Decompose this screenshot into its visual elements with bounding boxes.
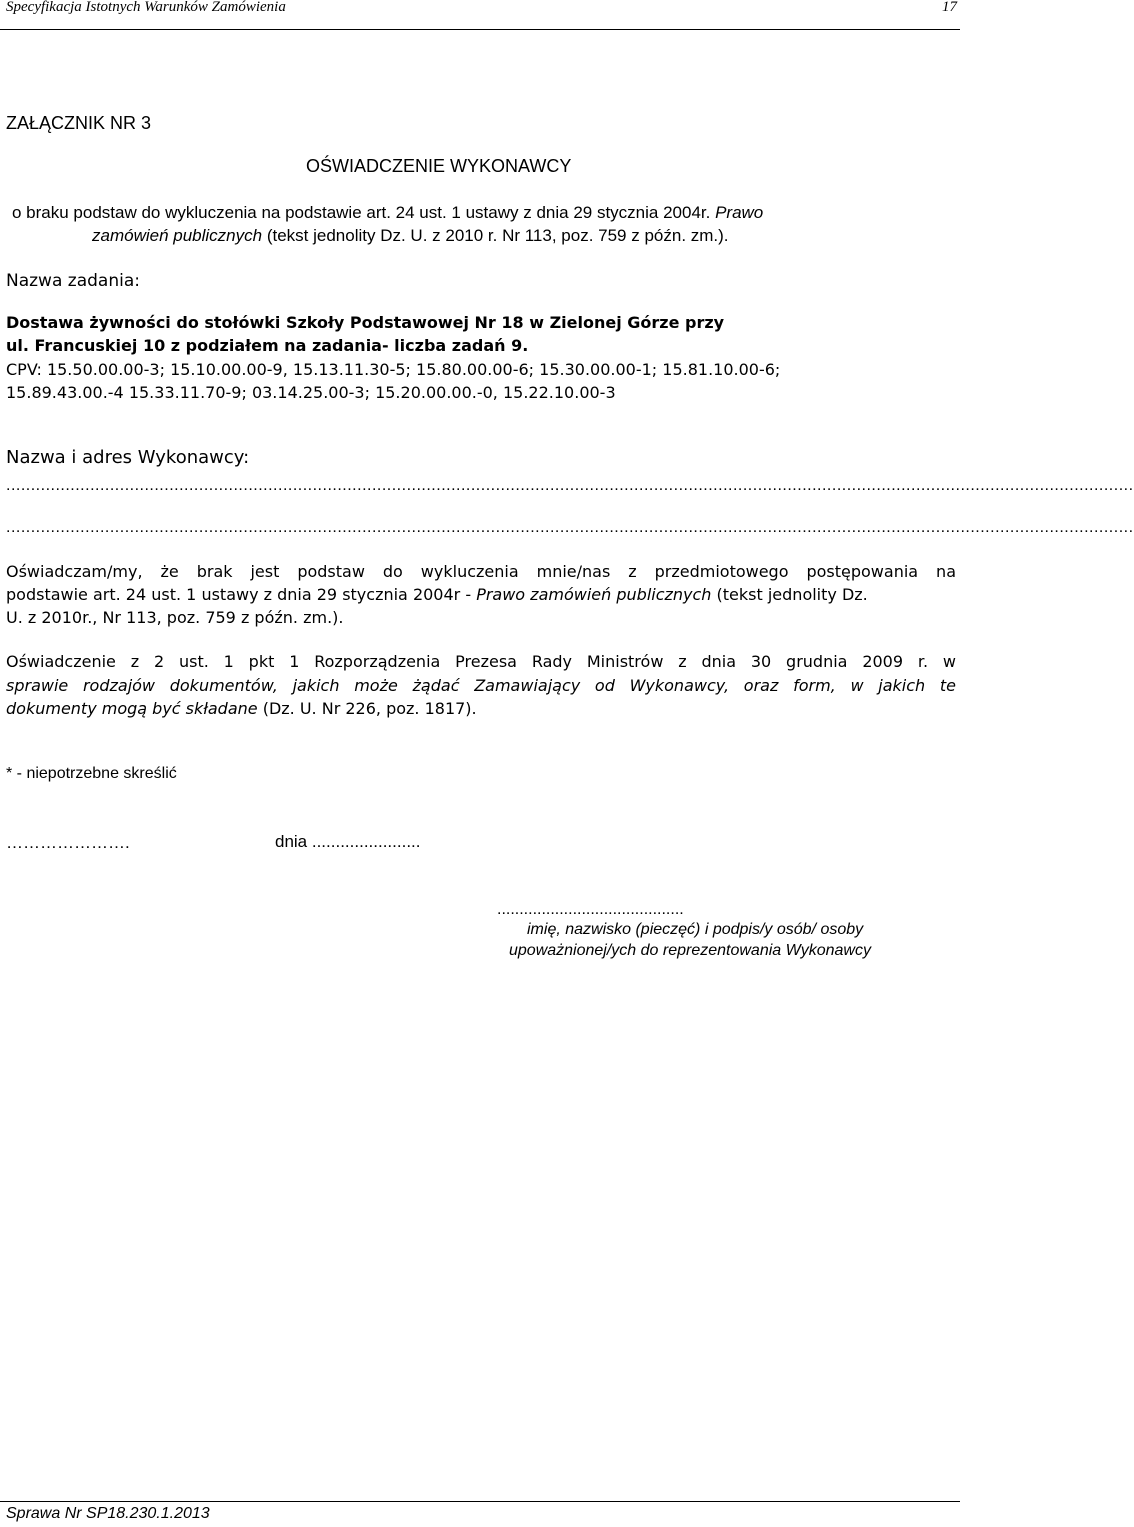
regulation-line-3-text: (Dz. U. Nr 226, poz. 1817). xyxy=(257,699,477,718)
task-line-2: ul. Francuskiej 10 z podziałem na zadania- liczba zadań 9. xyxy=(6,336,529,355)
signature-line-1: imię, nazwisko (pieczęć) i podpis/y osób/ osoby xyxy=(527,921,864,938)
cpv-line-2: 15.89.43.00.-4 15.33.11.70-9; 03.14.25.00-3; 15.20.00.00.-0, 15.22.10.00-3 xyxy=(6,383,616,402)
signature-dots: .......................................... xyxy=(497,901,684,918)
declaration-line-3: U. z 2010r., Nr 113, poz. 759 z późn. zm.). xyxy=(6,608,344,627)
signature-line-2: upoważnionej/ych do reprezentowania Wykonawcy xyxy=(509,942,871,959)
place-dots: …………………. xyxy=(6,833,130,852)
basis-line-2-text: (tekst jednolity Dz. U. z 2010 r. Nr 113, poz. 759 z późn. zm.). xyxy=(262,226,729,245)
contractor-dots-line-1: .................................................................................................................................................................................................................................... xyxy=(6,477,1134,494)
basis-line-2 xyxy=(92,226,729,246)
footer-case-number: Sprawa Nr SP18.230.1.2013 xyxy=(6,1505,210,1522)
declaration-line-2-text: podstawie art. 24 ust. 1 ustawy z dnia 29 stycznia 2004r - xyxy=(6,585,477,604)
regulation-line-2: sprawie rodzajów dokumentów, jakich może żądać Zamawiający od Wykonawcy, oraz form, w jakich te xyxy=(6,676,956,695)
basis-line-1-text: o braku podstaw do wykluczenia na podstawie art. 24 ust. 1 ustawy z dnia 29 stycznia 2004r. xyxy=(12,203,716,222)
cpv-line-1: CPV: 15.50.00.00-3; 15.10.00.00-9, 15.13.11.30-5; 15.80.00.00-6; 15.30.00.00-1; 15.81.10.00-6; xyxy=(6,360,781,379)
declaration-line-1: Oświadczam/my, że brak jest podstaw do wykluczenia mnie/nas z przedmiotowego postępowania na xyxy=(6,562,956,581)
basis-line-1-italic: Prawo xyxy=(715,203,764,222)
declaration-line-2 xyxy=(6,585,868,604)
contractor-label: Nazwa i adres Wykonawcy: xyxy=(6,447,250,468)
regulation-line-1: Oświadczenie z 2 ust. 1 pkt 1 Rozporządzenia Prezesa Rady Ministrów z dnia 30 grudnia 2009 r. w xyxy=(6,652,956,671)
header-rule xyxy=(0,29,960,30)
declaration-line-2-end: (tekst jednolity Dz. xyxy=(711,585,868,604)
statement-title: OŚWIADCZENIE WYKONAWCY xyxy=(306,156,572,176)
page-number: 17 xyxy=(942,0,957,15)
task-line-1: Dostawa żywności do stołówki Szkoły Podstawowej Nr 18 w Zielonej Górze przy xyxy=(6,313,725,332)
attachment-label: ZAŁĄCZNIK NR 3 xyxy=(6,113,152,133)
basis-line-2-italic: zamówień publicznych xyxy=(92,226,263,245)
regulation-line-3-italic: dokumenty mogą być składane xyxy=(6,699,258,718)
contractor-dots-line-2: .................................................................................................................................................................................................................................... xyxy=(6,519,1134,536)
footer-rule xyxy=(0,1501,960,1502)
regulation-line-3 xyxy=(6,699,477,718)
date-label: dnia ....................... xyxy=(275,832,421,851)
declaration-line-2-italic: Prawo zamówień publicznych xyxy=(476,585,712,604)
basis-line-1 xyxy=(12,203,763,223)
footnote: * - niepotrzebne skreślić xyxy=(6,765,177,782)
task-name-label: Nazwa zadania: xyxy=(6,271,140,291)
header-title: Specyfikacja Istotnych Warunków Zamówienia xyxy=(6,0,286,15)
